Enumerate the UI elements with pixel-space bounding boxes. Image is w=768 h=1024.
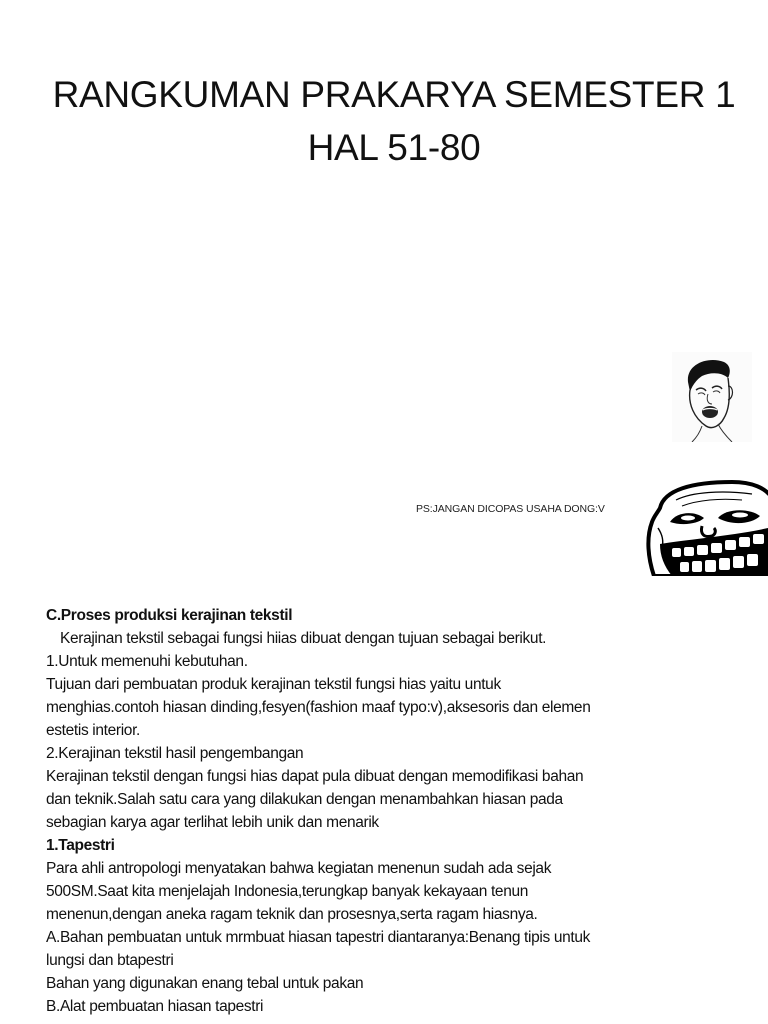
paragraph-line: dan teknik.Salah satu cara yang dilakukan dengan menambahkan hiasan pada [46,791,563,808]
paragraph-line: Kerajinan tekstil sebagai fungsi hiias dibuat dengan tujuan sebagai berikut. [60,630,547,647]
yao-ming-meme-image [672,352,752,442]
paragraph-line: Kerajinan tekstil dengan fungsi hias dapat pula dibuat dengan memodifikasi bahan [46,768,584,785]
list-item-heading: 1.Untuk memenuhi kebutuhan. [46,653,248,670]
paragraph-line: Para ahli antropologi menyatakan bahwa kegiatan menenun sudah ada sejak [46,860,552,877]
slide-title-line-2: HAL 51-80 [307,127,481,168]
paragraph-line: lungsi dan btapestri [46,952,174,969]
paragraph-line: Tujuan dari pembuatan produk kerajinan tekstil fungsi hias yaitu untuk [46,676,501,693]
ps-note: PS:JANGAN DICOPAS USAHA DONG:V [416,503,605,515]
section-heading-proses-produksi: C.Proses produksi kerajinan tekstil [46,607,293,624]
paragraph-line: estetis interior. [46,722,140,739]
paragraph-line: menenun,dengan aneka ragam teknik dan prosesnya,serta ragam hiasnya. [46,906,538,923]
paragraph-line: 500SM.Saat kita menjelajah Indonesia,terungkap banyak kekayaan tenun [46,883,529,900]
paragraph-line: B.Alat pembuatan hiasan tapestri [46,998,264,1015]
slide-title [0,68,768,174]
paragraph-line: Bahan yang digunakan enang tebal untuk pakan [46,975,364,992]
paragraph-line: A.Bahan pembuatan untuk mrmbuat hiasan tapestri diantaranya:Benang tipis untuk [46,929,590,946]
trollface-icon [642,478,768,576]
paragraph-line: menghias.contoh hiasan dinding,fesyen(fashion maaf typo:v),aksesoris dan elemen [46,699,591,716]
trollface-meme-image [642,478,768,576]
slide-title-line-1: RANGKUMAN PRAKARYA SEMESTER 1 [52,74,736,115]
laughing-face-icon [672,352,752,442]
section-heading-tapestri: 1.Tapestri [46,837,115,854]
list-item-heading: 2.Kerajinan tekstil hasil pengembangan [46,745,304,762]
paragraph-line: sebagian karya agar terlihat lebih unik dan menarik [46,814,379,831]
document-body [46,604,746,1018]
